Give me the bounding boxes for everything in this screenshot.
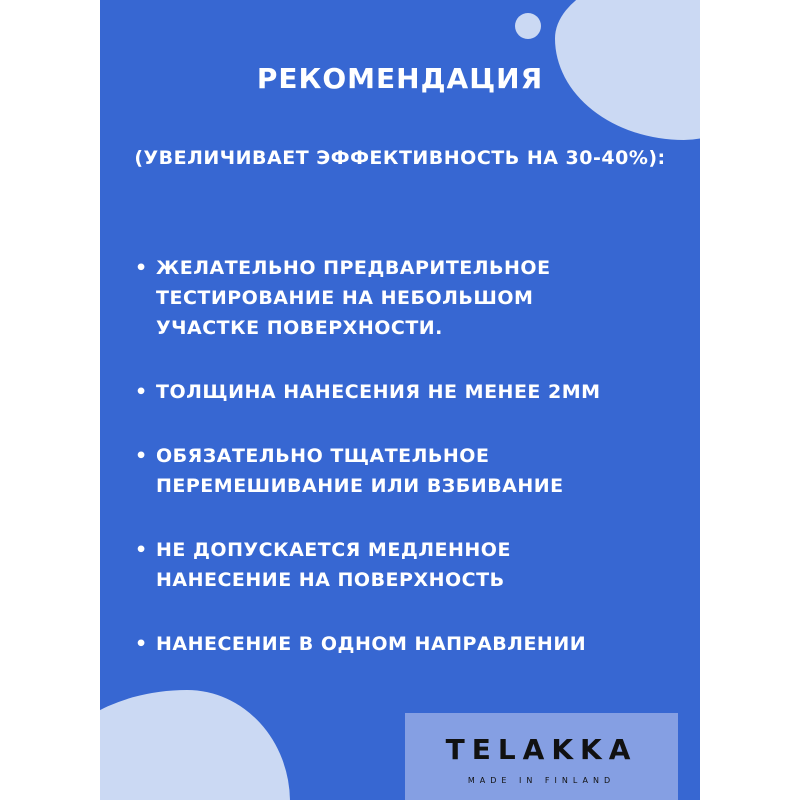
bullet-icon: • bbox=[135, 257, 148, 279]
list-item-line: ЖЕЛАТЕЛЬНО ПРЕДВАРИТЕЛЬНОЕ bbox=[156, 257, 551, 279]
list-item bbox=[130, 377, 685, 407]
brand-logo bbox=[405, 713, 678, 800]
brand-tagline: MADE IN FINLAND bbox=[467, 776, 616, 785]
list-item-line: ТЕСТИРОВАНИЕ НА НЕБОЛЬШОМ bbox=[156, 287, 534, 309]
brand-name: TELAKKA bbox=[445, 733, 638, 766]
bullet-icon: • bbox=[135, 633, 148, 655]
list-item-line: НЕ ДОПУСКАЕТСЯ МЕДЛЕННОЕ bbox=[156, 539, 511, 561]
list-item bbox=[130, 441, 685, 501]
list-item-line: ТОЛЩИНА НАНЕСЕНИЯ НЕ МЕНЕЕ 2ММ bbox=[156, 381, 601, 403]
subtitle: (УВЕЛИЧИВАЕТ ЭФФЕКТИВНОСТЬ НА 30-40%): bbox=[134, 147, 666, 169]
recommendation-card bbox=[100, 0, 700, 800]
recommendation-list bbox=[130, 253, 685, 693]
list-item-line: НАНЕСЕНИЕ В ОДНОМ НАПРАВЛЕНИИ bbox=[156, 633, 587, 655]
list-item-line: НАНЕСЕНИЕ НА ПОВЕРХНОСТЬ bbox=[156, 569, 505, 591]
list-item bbox=[130, 253, 685, 343]
list-item bbox=[130, 629, 685, 659]
list-item-line: УЧАСТКЕ ПОВЕРХНОСТИ. bbox=[156, 317, 443, 339]
bullet-icon: • bbox=[135, 381, 148, 403]
decorative-blob-bottom bbox=[100, 690, 290, 800]
bullet-icon: • bbox=[135, 539, 148, 561]
list-item-line: ОБЯЗАТЕЛЬНО ТЩАТЕЛЬНОЕ bbox=[156, 445, 490, 467]
page-title: РЕКОМЕНДАЦИЯ bbox=[256, 62, 544, 95]
list-item bbox=[130, 535, 685, 595]
list-item-line: ПЕРЕМЕШИВАНИЕ ИЛИ ВЗБИВАНИЕ bbox=[156, 475, 564, 497]
bullet-icon: • bbox=[135, 445, 148, 467]
decorative-dot bbox=[515, 13, 541, 39]
